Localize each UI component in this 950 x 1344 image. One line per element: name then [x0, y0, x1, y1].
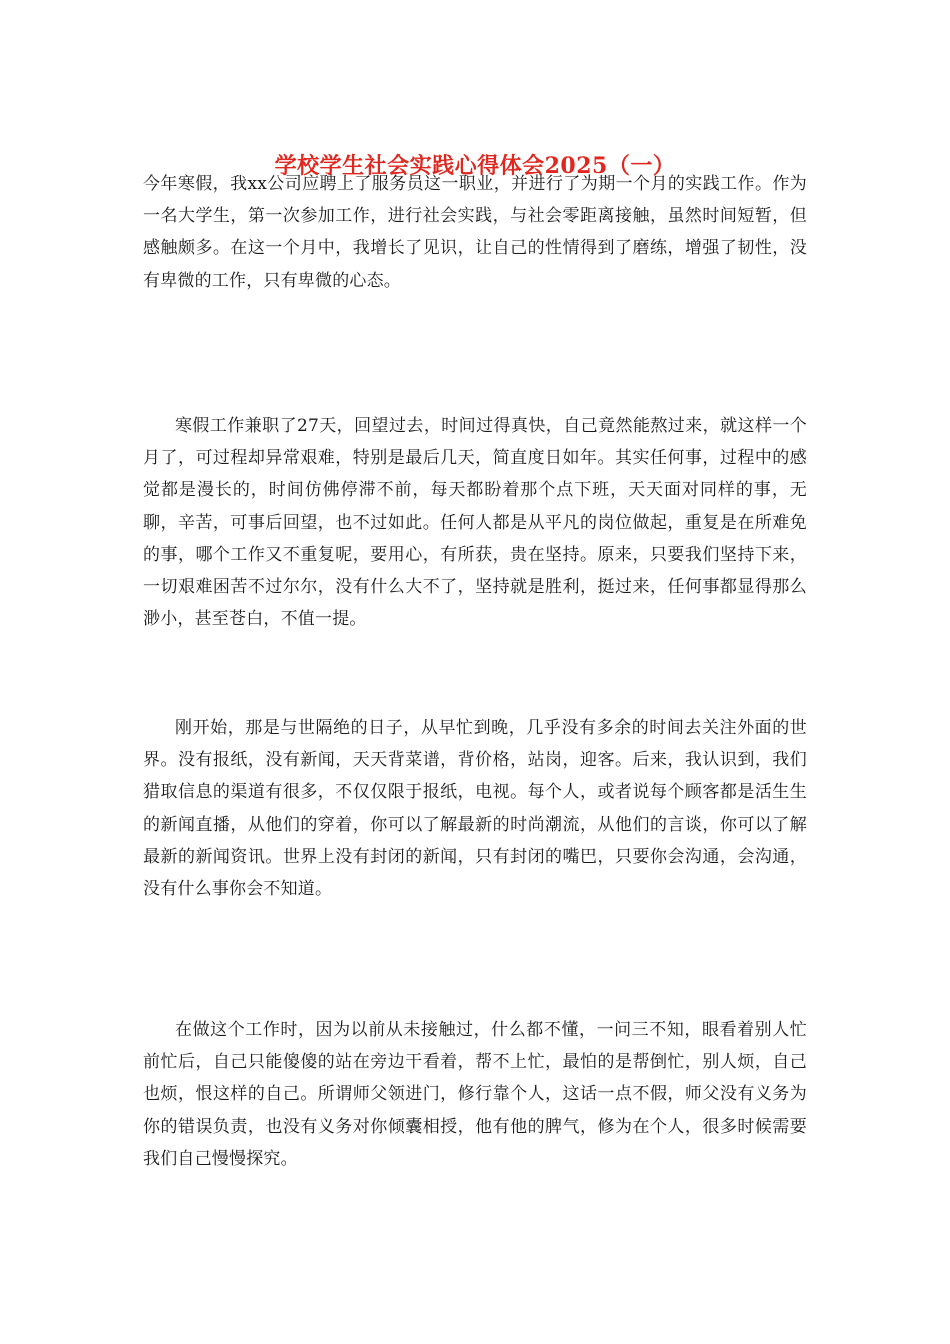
paragraph-3: 刚开始，那是与世隔绝的日子，从早忙到晚，几乎没有多余的时间去关注外面的世界。没有报纸，没有新闻，天天背菜谱，背价格，站岗，迎客。后来，我认识到，我们猎取信息的渠道有很多，不仅仅限于报纸，电视。每个人，或者说每个顾客都是活生生的新闻直播，从他们的穿着，你可以了解最新的时尚潮流，从他们的言谈，你可以了解最新的新闻资讯。世界上没有封闭的新闻，只有封闭的嘴巴，只要你会沟通，会沟通，没有什么事你会不知道。	[143, 718, 807, 900]
document-title: 学校学生社会实践心得体会2025（一）	[274, 153, 676, 179]
paragraph-2: 寒假工作兼职了27天，回望过去，时间过得真快，自己竟然能熬过来，就这样一个月了，可过程却异常艰难，特别是最后几天，简直度日如年。其实任何事，过程中的感觉都是漫长的，时间仿佛停滞不前，每天都盼着那个点下班，天天面对同样的事，无聊，辛苦，可事后回望，也不过如此。任何人都是从平凡的岗位做起，重复是在所难免的事，哪个工作又不重复呢，要用心，有所获，贵在坚持。原来，只要我们坚持下来，一切艰难困苦不过尔尔，没有什么大不了，坚持就是胜利，挺过来，任何事都显得那么渺小，甚至苍白，不值一提。	[143, 416, 807, 630]
paragraph-4: 在做这个工作时，因为以前从未接触过，什么都不懂，一问三不知，眼看着别人忙前忙后，自己只能傻傻的站在旁边干看着，帮不上忙，最怕的是帮倒忙，别人烦，自己也烦，恨这样的自己。所谓师父领进门，修行靠个人，这话一点不假，师父没有义务为你的错误负责，也没有义务对你倾囊相授，他有他的脾气，修为在个人，很多时候需要我们自己慢慢探究。	[143, 1020, 807, 1169]
paragraph-1: 今年寒假，我xx公司应聘上了服务员这一职业，并进行了为期一个月的实践工作。作为一名大学生，第一次参加工作，进行社会实践，与社会零距离接触，虽然时间短暂，但感触颇多。在这一个月中，我增长了见识，让自己的性情得到了磨练，增强了韧性，没有卑微的工作，只有卑微的心态。	[143, 174, 807, 291]
